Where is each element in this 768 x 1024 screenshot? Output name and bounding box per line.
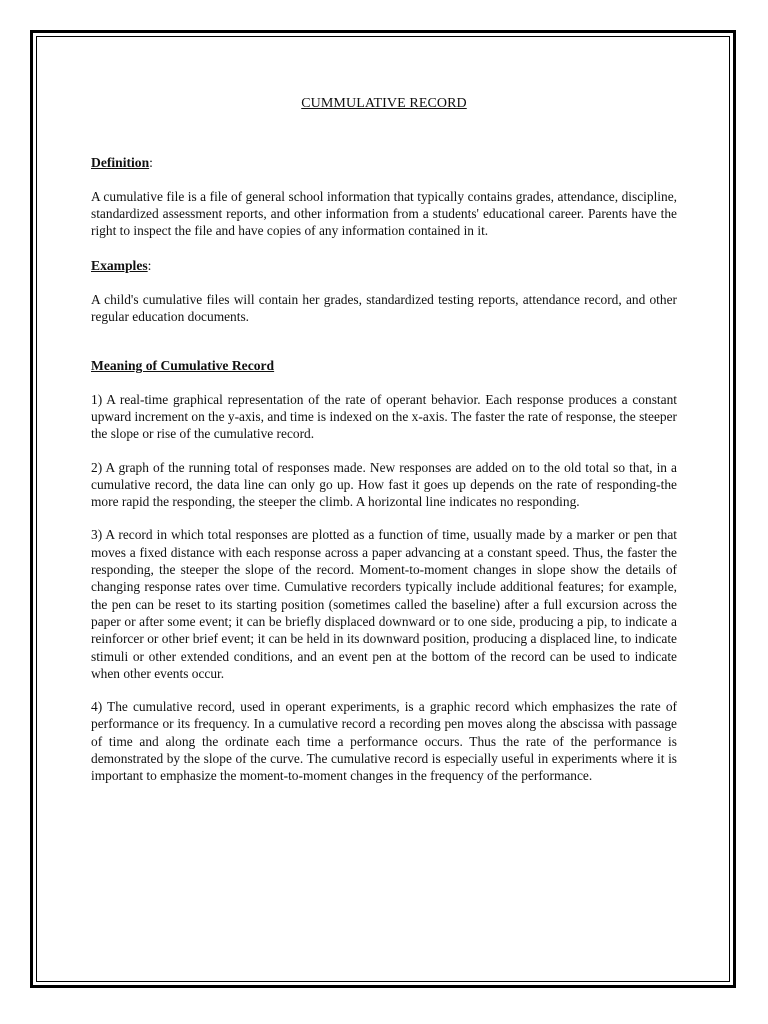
examples-heading-label: Examples (91, 258, 148, 274)
definition-paragraph: A cumulative file is a file of general school information that typically contains grades, attendance, discipline, standardized assessment reports, and other information from a students' educational career. Parents have the right to inspect the file and have copies of any information contained in it. (91, 188, 677, 239)
examples-heading-colon: : (147, 258, 152, 274)
examples-heading (91, 257, 677, 274)
definition-heading-label: Definition (91, 155, 150, 171)
examples-paragraph: A child's cumulative files will contain her grades, standardized testing reports, attendance record, and other regular education documents. (91, 291, 677, 325)
meaning-paragraph-3: 3) A record in which total responses are plotted as a function of time, usually made by a marker or pen that moves a fixed distance with each response across a paper advancing at a constant speed. Thus, the faster the responding, the steeper the slope of the record. Moment-to-moment changes in slope show the details of changing response rates over time. Cumulative recorders typically include additional features; for example, the pen can be reset to its starting position (sometimes called the baseline) after a full excursion across the paper or after some event; it can be briefly displaced downward or to one side, producing a pip, to indicate a reinforcer or other brief event; it can be held in its downward position, producing a displaced line, to indicate stimuli or other extended conditions, and an event pen at the bottom of the record can be used to indicate when other events occur. (91, 527, 677, 681)
definition-heading (91, 154, 677, 171)
meaning-paragraph-1: 1) A real-time graphical representation of the rate of operant behavior. Each response produces a constant upward increment on the y-axis, and time is indexed on the x-axis. The faster the rate of response, the steeper the slope or rise of the cumulative record. (91, 391, 677, 442)
meaning-paragraph-2: 2) A graph of the running total of responses made. New responses are added on to the old total so that, in a cumulative record, the data line can only go up. How fast it goes up depends on the rate of responding-the more rapid the responding, the steeper the climb. A horizontal line indicates no responding. (91, 459, 677, 510)
document-body (91, 88, 677, 785)
meaning-heading-label: Meaning of Cumulative Record (91, 358, 275, 374)
document-title: CUMMULATIVE RECORD (301, 96, 467, 111)
definition-heading-colon: : (149, 155, 153, 171)
meaning-paragraph-4: 4) The cumulative record, used in operant experiments, is a graphic record which emphasizes the rate of performance or its frequency. In a cumulative record a recording pen moves along the abscissa with passage of time and along the ordinate each time a performance occurs. Thus the rate of the performance is demonstrated by the slope of the curve. The cumulative record is especially useful in experiments where it is important to emphasize the moment-to-moment changes in the frequency of the performance. (91, 699, 677, 784)
meaning-heading (91, 357, 677, 374)
